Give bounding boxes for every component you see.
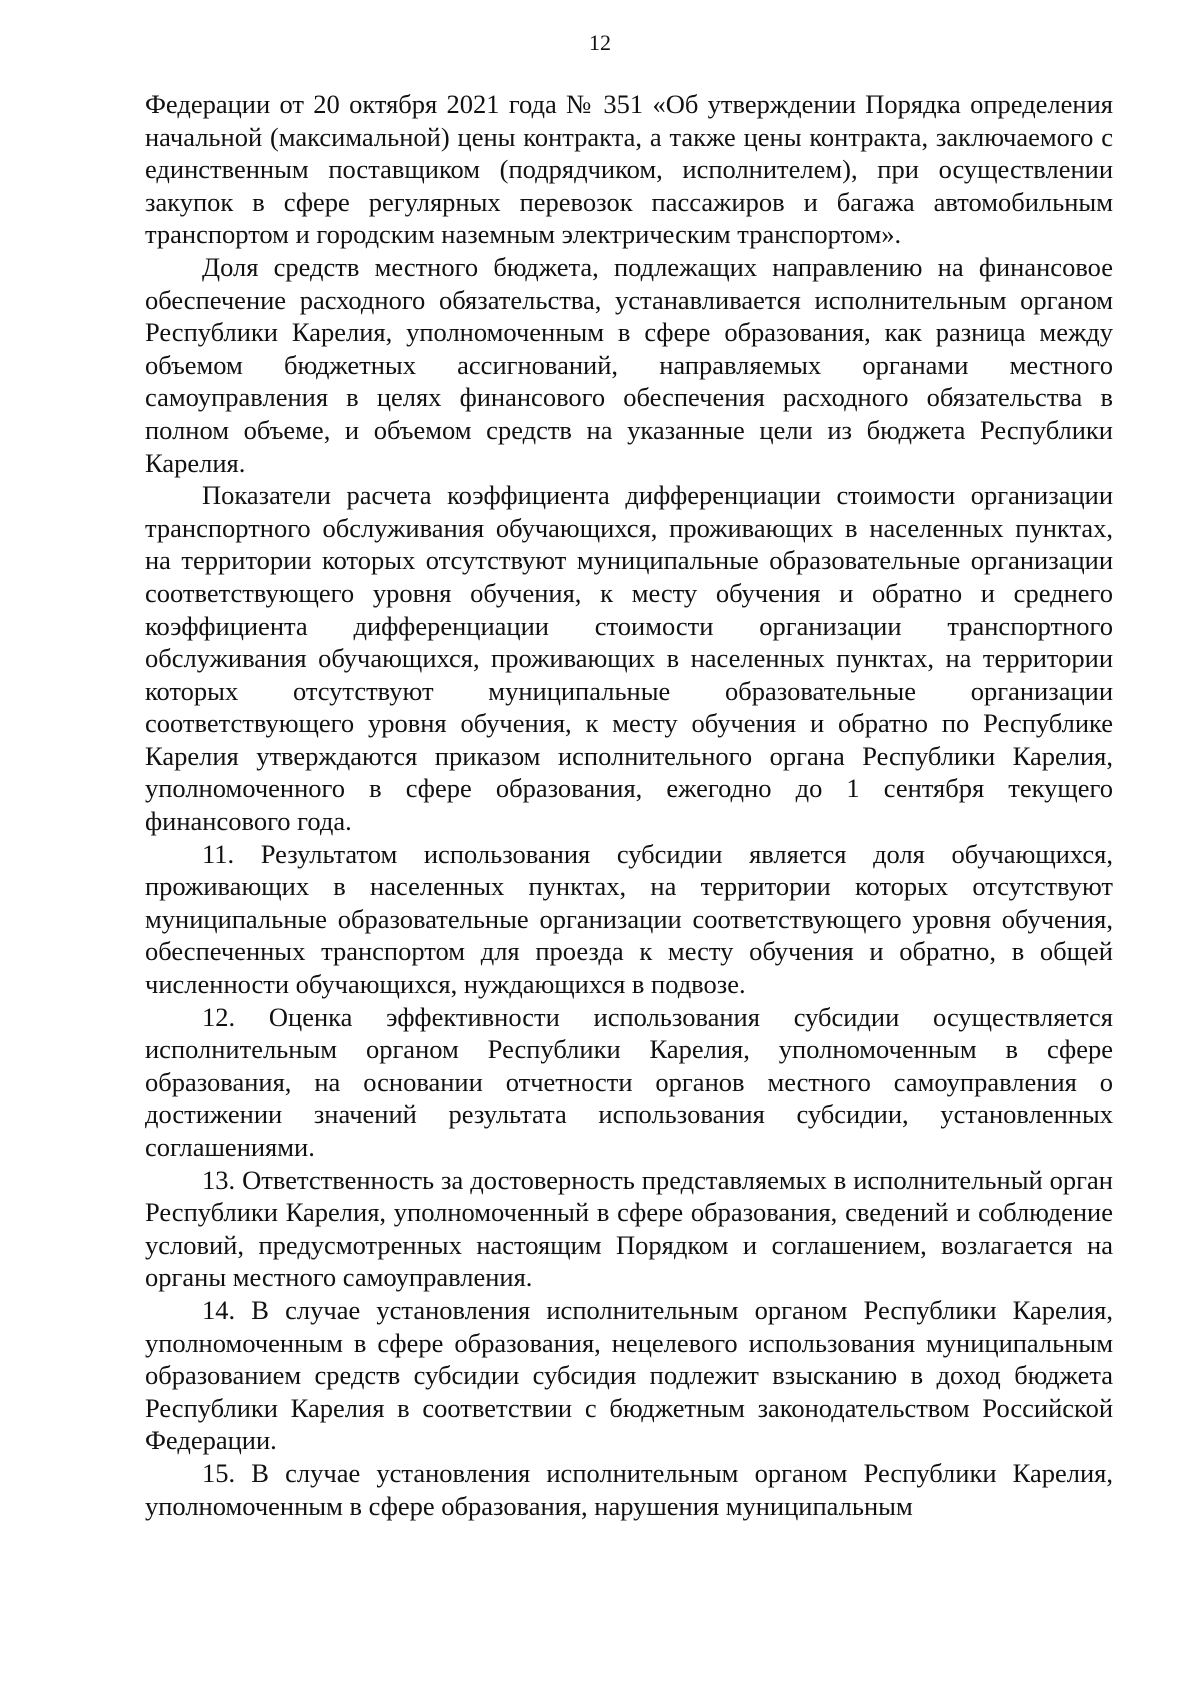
paragraph-item-12: 12. Оценка эффективности использования субсидии осуществляется исполнительным органом Республики Карелия, уполномоченным в сфере образования, на основании отчетности органов местного самоуправления о достижении значений результата использования субсидии, установленных соглашениями. <box>145 1001 1113 1162</box>
paragraph-coefficients: Показатели расчета коэффициента дифференциации стоимости организации транспортного обслуживания обучающихся, проживающих в населенных пунктах, на территории которых отсутствуют муниципальные образовательные организации соответствующего уровня обучения, к месту обучения и обратно и среднего коэффициента дифференциации стоимости организации транспортного обслуживания обучающихся, проживающих в населенных пунктах, на территории которых отсутствуют муниципальные образовательные организации соответствующего уровня обучения, к месту обучения и обратно по Республике Карелия утверждаются приказом исполнительного органа Республики Карелия, уполномоченного в сфере образования, ежегодно до 1 сентября текущего финансового года. <box>145 480 1113 837</box>
document-body <box>145 88 1113 1522</box>
paragraph-item-13: 13. Ответственность за достоверность представляемых в исполнительный орган Республики Карелия, уполномоченный в сфере образования, сведений и соблюдение условий, предусмотренных настоящим Порядком и соглашением, возлагается на органы местного самоуправления. <box>145 1164 1113 1293</box>
page-number: 12 <box>589 30 611 55</box>
paragraph-item-14: 14. В случае установления исполнительным органом Республики Карелия, уполномоченным в сфере образования, нецелевого использования муниципальным образованием средств субсидии субсидия подлежит взысканию в доход бюджета Республики Карелия в соответствии с бюджетным законодательством Российской Федерации. <box>145 1294 1113 1456</box>
paragraph-budget-share: Доля средств местного бюджета, подлежащих направлению на финансовое обеспечение расходного обязательства, устанавливается исполнительным органом Республики Карелия, уполномоченным в сфере образования, как разница между объемом бюджетных ассигнований, направляемых органами местного самоуправления в целях финансового обеспечения расходного обязательства в полном объеме, и объемом средств на указанные цели из бюджета Республики Карелия. <box>145 251 1113 478</box>
paragraph-item-15: 15. В случае установления исполнительным органом Республики Карелия, уполномоченным в сфере образования, нарушения муниципальным <box>145 1457 1113 1521</box>
paragraph-continuation: Федерации от 20 октября 2021 года № 351 «Об утверждении Порядка определения начальной (максимальной) цены контракта, а также цены контракта, заключаемого с единственным поставщиком (подрядчиком, исполнителем), при осуществлении закупок в сфере регулярных перевозок пассажиров и багажа автомобильным транспортом и городским наземным электрическим транспортом». <box>145 89 1113 250</box>
paragraph-item-11: 11. Результатом использования субсидии является доля обучающихся, проживающих в населенных пунктах, на территории которых отсутствуют муниципальные образовательные организации соответствующего уровня обучения, обеспеченных транспортом для проезда к месту обучения и обратно, в общей численности обучающихся, нуждающихся в подвозе. <box>145 838 1113 1000</box>
